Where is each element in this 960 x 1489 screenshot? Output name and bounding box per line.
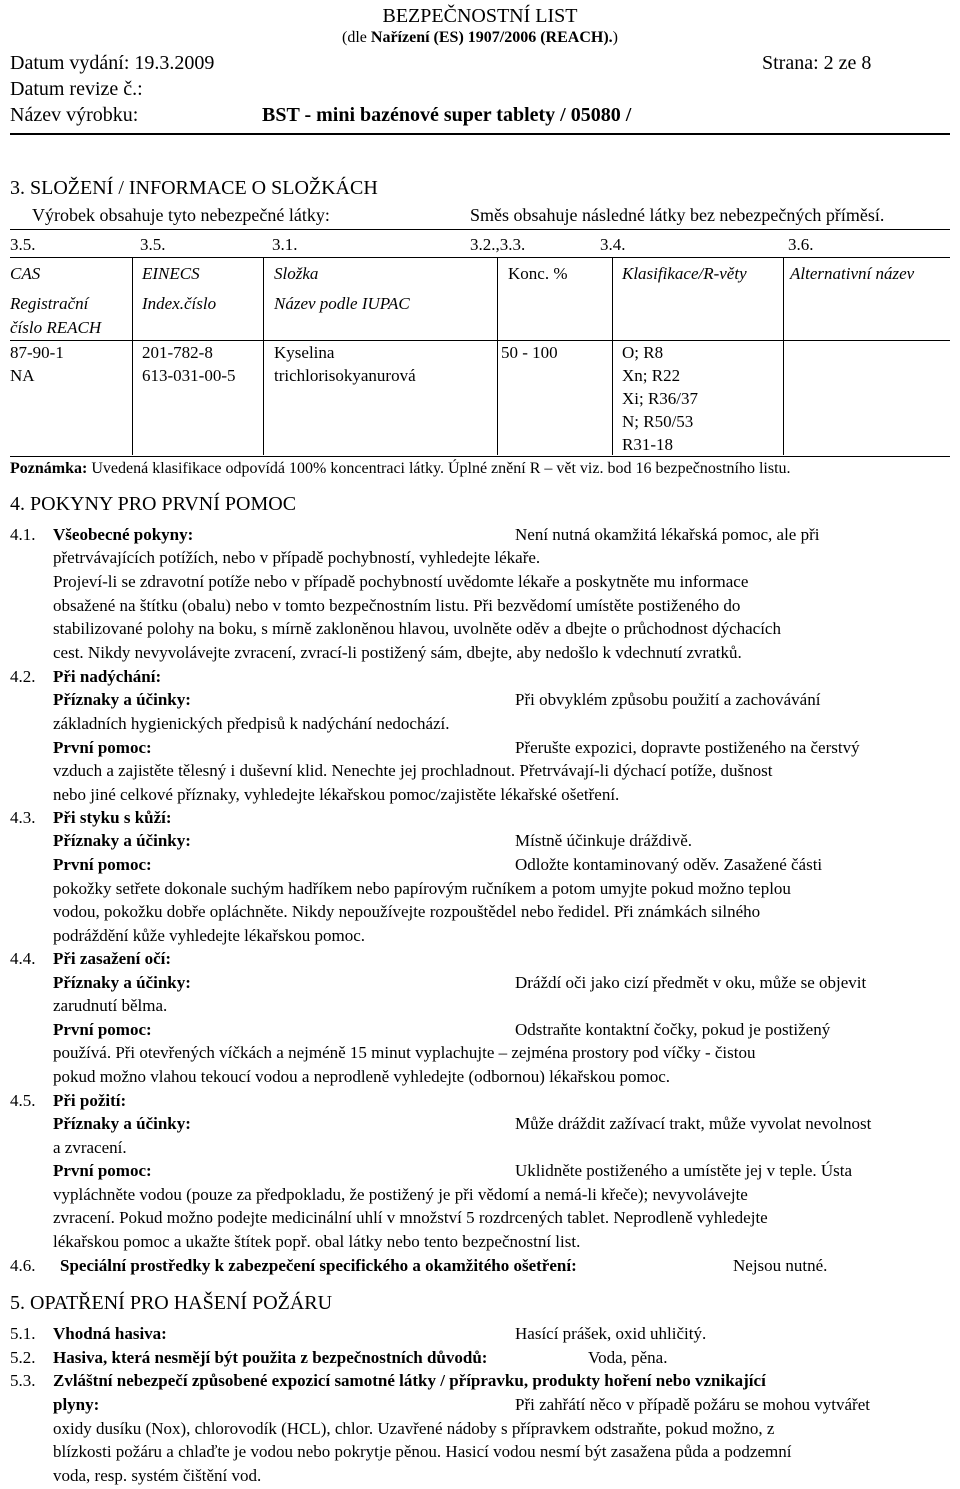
col-iupac: Název podle IUPAC xyxy=(274,294,410,313)
ref-conc: 3.2.,3.3. xyxy=(470,235,526,254)
issue-date: Datum vydání: 19.3.2009 xyxy=(10,52,215,74)
symptoms-label: Příznaky a účinky: xyxy=(53,973,191,992)
paragraph-line: Při obvyklém způsobu použití a zachovávání xyxy=(515,690,821,709)
subsection-number: 5.3. xyxy=(10,1371,36,1390)
col-index: Index.číslo xyxy=(142,294,217,313)
paragraph-line: Odstraňte kontaktní čočky, pokud je postižený xyxy=(515,1020,831,1039)
paragraph-line: obsažené na štítku (obalu) nebo v tomto bezpečnostním listu. Při bezvědomí umístěte postiženého do xyxy=(53,596,741,615)
cell-cas: 87-90-1 xyxy=(10,343,64,362)
revision-date: Datum revize č.: xyxy=(10,78,143,100)
paragraph-line: Nejsou nutné. xyxy=(733,1256,828,1275)
paragraph-line: Projeví-li se zdravotní potíže nebo v případě pochybností uvědomte lékaře a poskytněte mu informace xyxy=(53,572,749,591)
ref-cas: 3.5. xyxy=(10,235,36,254)
ref-name: 3.1. xyxy=(272,235,298,254)
subsection-number: 4.2. xyxy=(10,667,36,686)
paragraph-line: oxidy dusíku (Nox), chlorovodík (HCL), chlor. Uzavřené nádoby s přípravkem odstraňte, pokud možno, z xyxy=(53,1419,775,1438)
paragraph-line: pokud možno vlahou tekoucí vodou a neprodleně vyhledejte (odbornou) lékařskou pomoc. xyxy=(53,1067,671,1086)
col-sep xyxy=(783,258,784,455)
product-label: Název výrobku: xyxy=(10,104,139,126)
subsection-number: 4.6. xyxy=(10,1256,36,1275)
col-cas: CAS xyxy=(10,264,41,283)
paragraph-line: stabilizované polohy na boku, s mírně zakloněnou hlavou, uvolněte oděv a dbejte o průchodnost dýchacích xyxy=(53,619,781,638)
table-bottom-rule xyxy=(10,456,950,457)
cell-name: trichlorisokyanurová xyxy=(274,366,416,385)
subsection-number: 4.1. xyxy=(10,525,36,544)
first-aid-label: První pomoc: xyxy=(53,1161,152,1180)
cell-reach: NA xyxy=(10,366,35,385)
paragraph-line: vypláchněte vodou (pouze za předpokladu, že postižený je při vědomí a nemá-li křeče); nevyvolávejte xyxy=(53,1185,748,1204)
cell-class: R31-18 xyxy=(622,435,673,454)
paragraph-line: Přerušte expozici, dopravte postiženého na čerstvý xyxy=(515,738,860,757)
paragraph-line: vodou, pokožku dobře opláchněte. Nikdy nepoužívejte rozpouštědel nebo ředidel. Při známkách silného xyxy=(53,902,761,921)
paragraph-line: zvracení. Pokud možno podejte medicinální uhlí v množství 5 rozdrcených tablet. Neprodleně vyhledejte xyxy=(53,1208,768,1227)
col-reg: Registrační xyxy=(10,294,89,313)
paragraph-line: nebo jiné celkové příznaky, vyhledejte lékařskou pomoc/zajistěte lékařské ošetření. xyxy=(53,785,620,804)
subsection-number: 4.5. xyxy=(10,1091,36,1110)
subsection-heading: Při styku s kůží: xyxy=(53,808,172,827)
paragraph-line: Není nutná okamžitá lékařská pomoc, ale při xyxy=(515,525,820,544)
table-top-rule xyxy=(10,229,950,230)
section-3-title: 3. SLOŽENÍ / INFORMACE O SLOŽKÁCH xyxy=(10,177,378,199)
document-title: BEZPEČNOSTNÍ LIST xyxy=(382,5,578,27)
regulation-subtitle: (dle Nařízení (ES) 1907/2006 (REACH).) xyxy=(342,29,618,46)
paragraph-line: blízkosti požáru a chlaďte je vodou nebo pokrytje pěnou. Hasicí vodou nesmí být zasažena půda a podzemní xyxy=(53,1442,792,1461)
paragraph-line: zarudnutí bělma. xyxy=(53,996,168,1015)
paragraph-line: Dráždí oči jako cizí předmět v oku, může se objevit xyxy=(515,973,867,992)
subsection-number: 4.3. xyxy=(10,808,36,827)
ref-class: 3.4. xyxy=(600,235,626,254)
paragraph-line: Hasící prášek, oxid uhličitý. xyxy=(515,1324,707,1343)
cell-class: N; R50/53 xyxy=(622,412,694,431)
paragraph-line: cest. Nikdy nevyvolávejte zvracení, zvrací-li postižený sám, dbejte, aby nedošlo k vdechnutí zvratků. xyxy=(53,643,742,662)
subsection-heading: Všeobecné pokyny: xyxy=(53,525,194,544)
first-aid-label: První pomoc: xyxy=(53,855,152,874)
paragraph-line: vzduch a zajistěte tělesný i duševní klid. Nenechte jej prochladnout. Přetrvávají-li dýchací potíže, dušnost xyxy=(53,761,773,780)
ref-einecs: 3.5. xyxy=(140,235,166,254)
paragraph-line: voda, resp. systém čištění vod. xyxy=(53,1466,262,1485)
page-number: Strana: 2 ze 8 xyxy=(762,52,872,74)
subsection-number: 5.1. xyxy=(10,1324,36,1343)
symptoms-label: Příznaky a účinky: xyxy=(53,690,191,709)
col-reach: číslo REACH xyxy=(10,318,102,337)
first-aid-label: První pomoc: xyxy=(53,1020,152,1039)
paragraph-line: Při zahřátí něco v případě požáru se mohou vytvářet xyxy=(515,1395,870,1414)
col-conc: Konc. % xyxy=(508,264,568,283)
section-3-intro-left: Výrobek obsahuje tyto nebezpečné látky: xyxy=(32,205,330,225)
col-einecs: EINECS xyxy=(142,264,200,283)
cell-index: 613-031-00-5 xyxy=(142,366,236,385)
subsection-heading: Hasiva, která nesmějí být použita z bezpečnostních důvodů: xyxy=(53,1348,488,1367)
subsection-heading: Vhodná hasiva: xyxy=(53,1324,167,1343)
cell-class: Xn; R22 xyxy=(622,366,681,385)
section-5-title: 5. OPATŘENÍ PRO HAŠENÍ POŽÁRU xyxy=(10,1292,333,1314)
paragraph-line: Uklidněte postiženého a umístěte jej v teple. Ústa xyxy=(515,1161,853,1180)
subsection-heading: Při požití: xyxy=(53,1091,127,1110)
table-head-rule xyxy=(10,257,950,258)
paragraph-line: Může dráždit zažívací trakt, může vyvolat nevolnost xyxy=(515,1114,872,1133)
cell-name: Kyselina xyxy=(274,343,335,362)
subsection-heading: Speciální prostředky k zabezpečení specifického a okamžitého ošetření: xyxy=(60,1256,577,1275)
paragraph-line: podráždění kůže vyhledejte lékařskou pomoc. xyxy=(53,926,366,945)
paragraph-line: lékařskou pomoc a ukažte štítek popř. obal látky nebo tento bezpečnostní list. xyxy=(53,1232,581,1251)
paragraph-line: používá. Při otevřených víčkách a nejméně 15 minut vyplachujte – zejména prostory pod víčky - čistou xyxy=(53,1043,756,1062)
paragraph-line: Voda, pěna. xyxy=(588,1348,668,1367)
section-4-title: 4. POKYNY PRO PRVNÍ POMOC xyxy=(10,493,297,515)
paragraph-line: a zvracení. xyxy=(53,1138,127,1157)
col-component: Složka xyxy=(274,264,319,283)
paragraph-line: přetrvávajících potížích, nebo v případě pochybností, vyhledejte lékaře. xyxy=(53,548,541,567)
cell-conc: 50 - 100 xyxy=(501,343,558,362)
cell-class: Xi; R36/37 xyxy=(622,389,699,408)
subsection-heading: Při nadýchání: xyxy=(53,667,162,686)
section-3-intro-right: Směs obsahuje následné látky bez nebezpečných příměsí. xyxy=(470,205,885,225)
col-classification: Klasifikace/R-věty xyxy=(622,264,747,283)
subsection-number: 4.4. xyxy=(10,949,36,968)
paragraph-line: pokožky setřete dokonale suchým hadříkem nebo papírovým ručníkem a potom umyjte pokud možno teplou xyxy=(53,879,791,898)
col-sep xyxy=(263,258,264,455)
subsection-heading: Zvláštní nebezpečí způsobené expozicí samotné látky / přípravku, produkty hoření nebo vznikající xyxy=(53,1371,766,1390)
col-sep xyxy=(497,258,498,455)
header-divider xyxy=(10,133,950,135)
first-aid-label: První pomoc: xyxy=(53,738,152,757)
symptoms-label: Příznaky a účinky: xyxy=(53,1114,191,1133)
table-note: Poznámka: Uvedená klasifikace odpovídá 100% koncentraci látky. Úplné znění R – vět viz. bod 16 bezpečnostního listu. xyxy=(10,460,791,477)
table-sub-rule xyxy=(10,340,950,341)
ref-alt: 3.6. xyxy=(788,235,814,254)
cell-einecs: 201-782-8 xyxy=(142,343,213,362)
paragraph-line: Odložte kontaminovaný oděv. Zasažené části xyxy=(515,855,823,874)
paragraph-line: základních hygienických předpisů k nadýchání nedochází. xyxy=(53,714,450,733)
paragraph-line: Místně účinkuje dráždivě. xyxy=(515,831,693,850)
symptoms-label: Příznaky a účinky: xyxy=(53,831,191,850)
subsection-heading: plyny: xyxy=(53,1395,100,1414)
col-sep xyxy=(612,258,613,455)
col-alt-name: Alternativní název xyxy=(790,264,915,283)
subsection-number: 5.2. xyxy=(10,1348,36,1367)
col-sep xyxy=(132,258,133,455)
product-name: BST - mini bazénové super tablety / 05080 / xyxy=(262,104,632,126)
subsection-heading: Při zasažení očí: xyxy=(53,949,172,968)
cell-class: O; R8 xyxy=(622,343,664,362)
